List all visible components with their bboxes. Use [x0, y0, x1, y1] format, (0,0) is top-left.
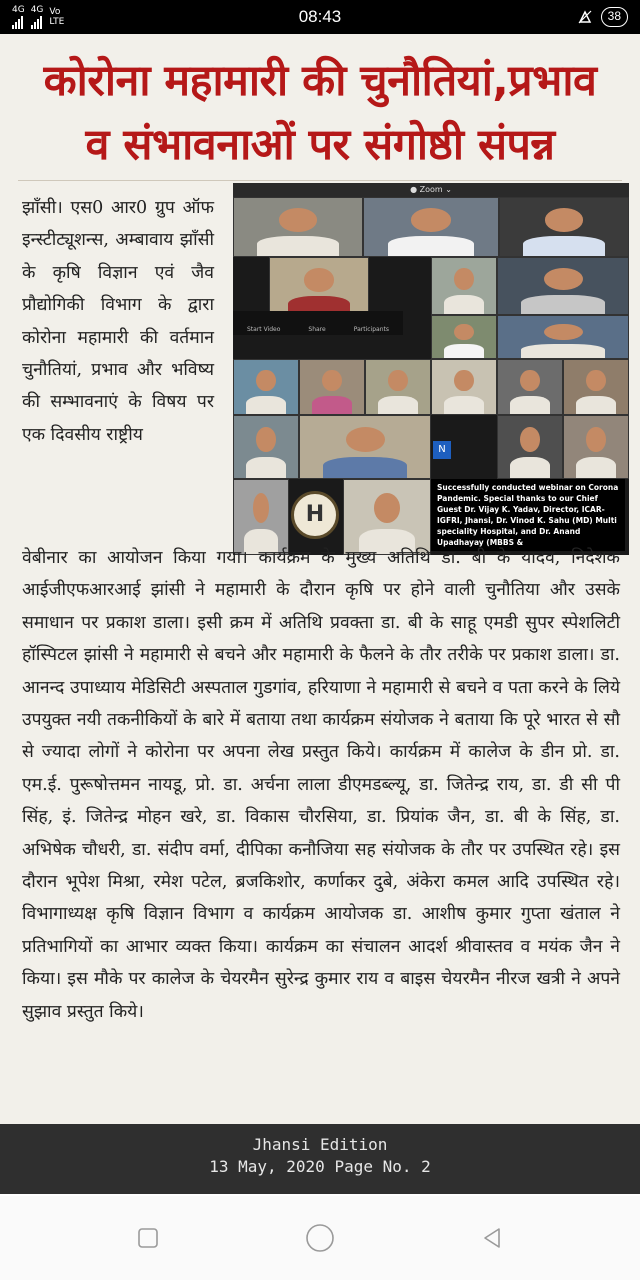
home-icon	[304, 1222, 336, 1254]
network-type-2: 4G	[30, 4, 44, 15]
back-button[interactable]	[472, 1218, 512, 1258]
toolbar-label: Participants	[353, 326, 389, 333]
participant-tile	[233, 359, 299, 415]
participant-tile	[431, 315, 497, 359]
college-logo: H	[291, 491, 339, 539]
divider	[18, 180, 622, 181]
webinar-photo	[233, 183, 629, 555]
battery-indicator: 38	[601, 7, 628, 27]
participant-badge: N	[433, 441, 451, 459]
participant-tile	[431, 359, 497, 415]
zoom-title-bar: ● Zoom ⌄	[233, 183, 629, 197]
edition-footer	[0, 1124, 640, 1194]
toolbar-label: Share	[308, 326, 326, 333]
headline-line-2: व संभावनाओं पर संगोष्ठी संपन्न	[85, 120, 555, 170]
participant-tile	[497, 257, 629, 315]
participant-tile	[233, 197, 363, 257]
edition-name: Jhansi Edition	[252, 1135, 388, 1154]
toolbar-label: Start Video	[247, 326, 281, 333]
volte-label: Vo LTE	[49, 7, 65, 27]
participant-tile	[233, 415, 299, 479]
participant-tile	[563, 415, 629, 479]
participant-tile	[497, 315, 629, 359]
newspaper-clipping	[0, 34, 640, 1174]
zoom-toolbar	[233, 311, 403, 335]
status-bar	[0, 0, 640, 34]
participant-tile	[499, 197, 629, 257]
article-body: वेबीनार का आयोजन किया गया। कार्यक्रम के मुख्य अतिथि डा. बी के यादव, निदेशक आईजीएफआरआई झांसी ने महामारी के दौरान कृषि पर होने वाली चुनौतिया और उसके समाधान पर प्रकाश डाला। इसी क्रम में अतिथि प्रवक्ता डा. बी के साहू एमडी सुपर स्पेशलिटी हॉस्पिटल झांसी ने महामारी से बचने और महामारी के फैलने के तौर तरीके पर प्रकाश डाला। डा. आनन्द उपाध्याय मेडिसिटी अस्पताल गुडगांव, हरियाणा ने महामारी से बचने व पता करने के लिये उपयुक्त नयी तकनीकियों के बारे में बताया तथा कार्यक्रम संयोजक ने बताया कि पूरे भारत से सौ से ज्यादा लोगों ने कोरोना पर अपना लेख प्रस्तुत किये। कार्यक्रम में कालेज के डीन प्रो. डा. एम.ई. पुरूषोत्तमन नायडू, प्रो. डा. अर्चना लाला डीएमडब्ल्यू, डा. जितेन्द्र राय, डा. डी सी पी सिंह, इं. जितेन्द्र मोहन खरे, डा. विकास चौरसिया, डा. प्रियांक जैन, डा. बी के सिंह, डा. अभिषेक चौधरी, डा. संदीप वर्मा, दीपिका कनौजिया सह संयोजक के तौर पर उपस्थित रहे। इस दौरान भूपेश मिश्रा, रमेश पटेल, ब्रजकिशोर, कर्णाकर दुबे, अंकेरा कमल आदि उपस्थित रहे। विभागाध्यक्ष कृषि विज्ञान विभाग व कार्यक्रम आयोजक डा. आशीष कुमार गुप्ता खंताल ने प्रतिभागियों का आभार व्यक्त किया। कार्यक्रम का संचालन आदर्श श्रीवास्तव व मयंक जैन ने किया। इस मौके पर कालेज के चेयरमैन सुरेन्द्र कुमार राय व बाइस चेयरमैन नीरज खत्री ने अपने सुझाव प्रस्तुत किये।	[22, 548, 620, 1022]
participant-tile	[299, 359, 365, 415]
recent-apps-button[interactable]	[128, 1218, 168, 1258]
participant-tile	[269, 257, 369, 317]
participant-tile	[497, 415, 563, 479]
photo-caption: Successfully conducted webinar on Corona Pandemic. Special thanks to our Chief Guest Dr. Vijay K. Yadav, Director, ICAR-IGFRI, Jhansi, Dr. Vinod K. Sahu (MD) Multi speciality Hospital, and Dr. Anand Upadhayay (MBBS &	[431, 479, 625, 551]
back-icon	[479, 1225, 505, 1251]
headline-line-1: कोरोना महामारी की चुनौतियां,प्रभाव	[43, 56, 597, 106]
participant-tile	[363, 197, 499, 257]
participant-tile	[431, 257, 497, 315]
navigation-bar	[0, 1196, 640, 1280]
intro-column: झाँसी। एस0 आर0 ग्रुप ऑफ इन्स्टीट्यूशन्स, अम्बावाय झाँसी के कृषि विज्ञान एवं जैव प्रौद्योगिकी विभाग के द्वारा कोरोना महामारी की वर्तमान चुनौतियां, प्रभाव और भविष्य की सम्भावनाएं के विषय पर एक दिवसीय राष्ट्रीय	[22, 198, 214, 445]
participant-tile	[497, 359, 563, 415]
network-type-1: 4G	[12, 4, 25, 15]
home-button[interactable]	[300, 1218, 340, 1258]
clock: 08:43	[298, 7, 342, 26]
participant-tile	[299, 415, 431, 479]
participant-tile	[365, 359, 431, 415]
recent-apps-icon	[136, 1226, 160, 1250]
edition-date-page: 13 May, 2020 Page No. 2	[209, 1157, 431, 1176]
participant-tile	[563, 359, 629, 415]
